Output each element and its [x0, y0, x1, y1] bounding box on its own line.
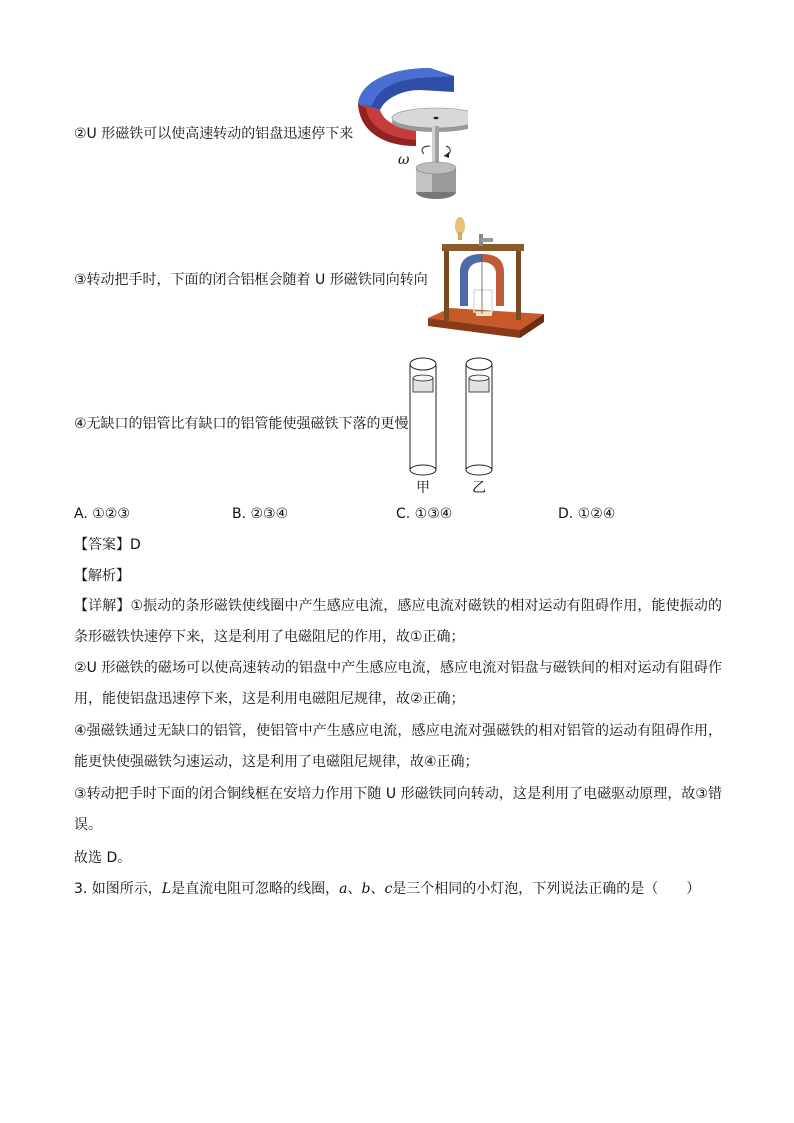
- tube-yi-label: 乙: [472, 480, 486, 496]
- detail-paragraph-3: ④强磁铁通过无缺口的铝管，使铝管中产生感应电流，感应电流对强磁铁的相对铝管的运动有阻碍作用，能更快使强磁铁匀速运动，这是利用了电磁阻尼规律，故④正确；: [74, 723, 722, 770]
- option-a: A. ①②③: [74, 506, 130, 522]
- separator-1: 、: [347, 881, 362, 897]
- conclusion-line: 故选 D。: [74, 850, 132, 866]
- electromagnetic-drive-figure: [424, 214, 546, 340]
- separator-2: 、: [370, 881, 385, 897]
- aluminum-tubes-figure: [404, 352, 508, 498]
- item-3-text: ③转动把手时，下面的闭合铝框会随着 U 形磁铁同向转向: [74, 272, 428, 288]
- question-3-text-1: 是直流电阻可忽略的线圈，: [171, 881, 340, 897]
- detail-paragraph-1: 【详解】①振动的条形磁铁使线圈中产生感应电流，感应电流对磁铁的相对运动有阻碍作用，能使振动的条形磁铁快速停下来，这是利用了电磁阻尼的作用，故①正确；: [74, 598, 722, 645]
- detail-paragraph-2: ②U 形磁铁的磁场可以使高速转动的铝盘中产生感应电流，感应电流对铝盘与磁铁间的相对运动有阻碍作用，能使铝盘迅速停下来，这是利用电磁阻尼规律，故②正确；: [74, 660, 722, 707]
- item-2-text: ②U 形磁铁可以使高速转动的铝盘迅速停下来: [74, 126, 354, 142]
- item-4-text: ④无缺口的铝管比有缺口的铝管能使强磁铁下落的更慢: [74, 416, 409, 432]
- option-c: C. ①③④: [396, 506, 453, 522]
- answer-line: 【答案】D: [74, 537, 141, 553]
- option-d: D. ①②④: [558, 506, 616, 522]
- detail-paragraph-4: ③转动把手时下面的闭合铜线框在安培力作用下随 U 形磁铁同向转动，这是利用了电磁驱动原理，故③错误。: [74, 786, 722, 833]
- option-b: B. ②③④: [232, 506, 289, 522]
- analysis-heading: 【解析】: [74, 568, 130, 584]
- question-3-text-2: 是三个相同的小灯泡，下列说法正确的是（ ）: [392, 881, 701, 897]
- bulb-symbol-c: c: [384, 881, 393, 897]
- question-3-number: 3. 如图所示，: [74, 881, 162, 897]
- omega-label: ω: [398, 152, 410, 168]
- bulb-symbol-b: b: [361, 881, 371, 897]
- bulb-symbol-a: a: [339, 881, 348, 897]
- coil-symbol-L: L: [161, 881, 172, 897]
- tube-jia-label: 甲: [416, 480, 430, 496]
- question-3: [74, 879, 700, 899]
- u-magnet-disc-figure: [350, 64, 468, 204]
